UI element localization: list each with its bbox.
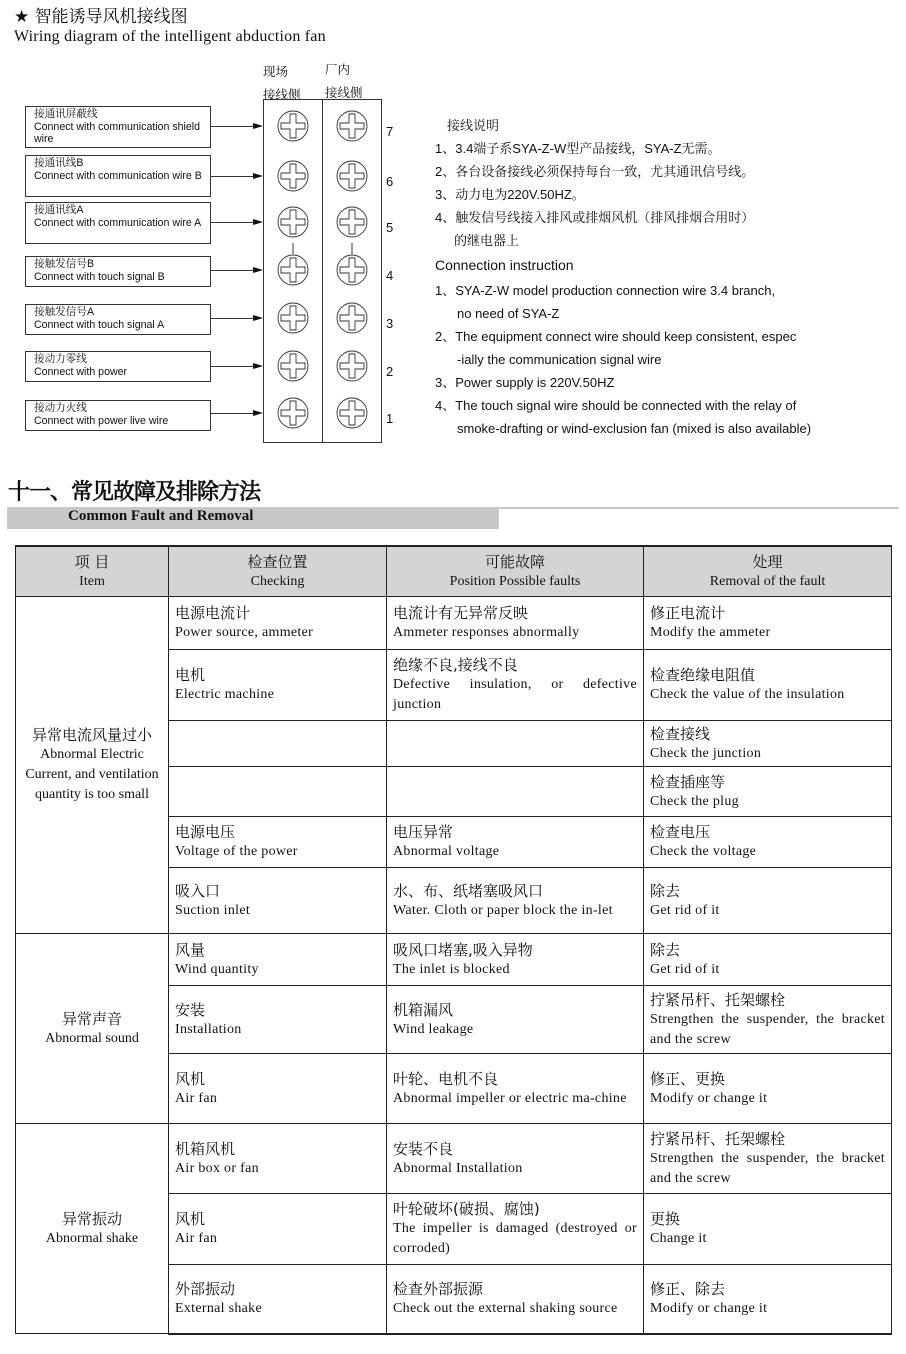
checking-cell-en: Air box or fan	[175, 1160, 259, 1176]
wire-label-cn: 接通讯屏蔽线	[34, 108, 98, 120]
possible-fault-cell	[387, 650, 644, 721]
checking-cell-en: Air fan	[175, 1090, 218, 1106]
removal-cell-cn: 拧紧吊杆、托架螺栓	[650, 990, 786, 1009]
screw-terminal-icon	[336, 397, 368, 429]
removal-cell-en: Check the plug	[650, 793, 739, 809]
header-checking	[169, 546, 387, 597]
checking-cell	[169, 1265, 387, 1334]
screw-terminal-icon	[336, 254, 368, 286]
possible-fault-cell-en: Defective insulation, or defective junction	[393, 677, 637, 712]
removal-cell	[644, 597, 892, 650]
checking-cell	[169, 1054, 387, 1124]
removal-cell	[644, 650, 892, 721]
fault-item-cn: 异常电流风量过小	[31, 726, 152, 744]
wire-label-en: Connect with touch signal A	[34, 318, 165, 331]
wire-label-en: Connect with power live wire	[34, 414, 169, 427]
removal-cell	[644, 1265, 892, 1334]
instruction-cn-2: 2、各台设备接线必须保持每台一致，尤其通讯信号线。	[435, 164, 755, 179]
instruction-en-1: 1、SYA-Z-W model production connection wire 3.4 branch,	[435, 283, 776, 298]
possible-fault-cell-cn: 吸风口堵塞,吸入异物	[393, 940, 533, 959]
terminal-number: 6	[386, 174, 394, 189]
removal-cell	[644, 1054, 892, 1124]
factory-header-line2: 接线侧	[325, 85, 363, 100]
table-row	[16, 597, 892, 650]
fault-table-header	[16, 546, 892, 597]
removal-cell	[644, 986, 892, 1054]
removal-cell-en: Modify the ammeter	[650, 625, 771, 640]
removal-cell-en: Modify or change it	[650, 1090, 768, 1106]
possible-fault-cell-en: Abnormal impeller or electric ma-chine	[393, 1090, 627, 1106]
possible-fault-cell-cn: 检查外部振源	[393, 1279, 484, 1298]
checking-cell-en: Wind quantity	[175, 961, 259, 977]
wire-label-cn: 接触发信号A	[34, 306, 95, 318]
possible-fault-cell	[387, 934, 644, 986]
header-item-en: Item	[79, 573, 105, 589]
screw-terminal-icon	[277, 302, 309, 334]
removal-cell	[644, 817, 892, 868]
fault-item-en: Abnormal sound	[45, 1030, 139, 1046]
possible-fault-cell-en: Ammeter responses abnormally	[393, 625, 580, 640]
removal-cell-en: Get rid of it	[650, 902, 720, 918]
header-item-cn: 项 目	[74, 552, 110, 571]
wire-label-en: Connect with communication wire A	[34, 216, 202, 229]
possible-fault-cell	[387, 868, 644, 934]
wire-label-cn: 接动力零线	[34, 353, 87, 365]
removal-cell-cn: 修正、更换	[650, 1069, 726, 1088]
removal-cell-cn: 检查绝缘电阻值	[650, 666, 756, 684]
removal-cell-en: Check the value of the insulation	[650, 687, 845, 702]
removal-cell-cn: 修正电流计	[650, 604, 726, 622]
removal-cell	[644, 1194, 892, 1265]
checking-cell	[169, 1124, 387, 1194]
removal-cell	[644, 767, 892, 817]
removal-cell-cn: 检查接线	[650, 724, 711, 743]
removal-cell-cn: 检查插座等	[650, 772, 726, 791]
instructions-en-title: Connection instruction	[435, 257, 574, 273]
screw-terminal-icon	[336, 160, 368, 192]
checking-cell-cn: 风机	[175, 1069, 206, 1088]
checking-cell	[169, 597, 387, 650]
site-header-line2: 接线侧	[263, 87, 301, 102]
checking-cell-cn: 外部振动	[175, 1279, 236, 1298]
possible-fault-cell	[387, 1194, 644, 1265]
header-removal-cn: 处理	[752, 552, 783, 571]
header-checking-cn: 检查位置	[247, 552, 308, 571]
checking-cell-cn: 吸入口	[175, 881, 221, 900]
possible-fault-cell-cn: 安装不良	[393, 1139, 454, 1158]
possible-fault-cell-cn: 电流计有无异常反映	[393, 604, 529, 622]
fault-item-cn: 异常声音	[61, 1009, 122, 1028]
possible-fault-cell-cn: 电压异常	[393, 823, 454, 841]
wire-label-cn: 接通讯线A	[34, 204, 84, 216]
terminal-number: 1	[386, 411, 394, 426]
wire-label-cn: 接触发信号B	[34, 258, 95, 270]
instruction-en-2: 2、The equipment connect wire should keep consistent, espec	[435, 329, 797, 344]
fault-item-en: Abnormal Electric Current, and ventilation quantity is too small	[25, 747, 159, 802]
instruction-en-4: 4、The touch signal wire should be connected with the relay of	[435, 398, 797, 413]
possible-fault-cell	[387, 1124, 644, 1194]
screw-terminal-icon	[277, 110, 309, 142]
removal-cell	[644, 721, 892, 767]
fault-item-cell	[16, 934, 169, 1124]
instructions-en	[435, 279, 811, 440]
possible-fault-cell	[387, 721, 644, 767]
removal-cell-cn: 检查电压	[650, 823, 711, 841]
possible-fault-cell-en: Check out the external shaking source	[393, 1300, 618, 1316]
removal-cell-en: Strengthen the suspender, the bracket and the screw	[650, 1011, 885, 1047]
screw-terminal-icon	[277, 397, 309, 429]
possible-fault-cell	[387, 1054, 644, 1124]
instruction-cn-3: 3、动力电为220V.50HZ。	[435, 187, 585, 202]
fault-section-title-cn: 十一、常见故障及排除方法	[8, 479, 261, 505]
terminal-number: 3	[386, 316, 394, 331]
site-header-line1: 现场	[263, 64, 289, 79]
checking-cell-cn: 风量	[175, 940, 206, 959]
fault-item-en: Abnormal shake	[45, 1230, 139, 1246]
terminal-number: 4	[386, 268, 394, 283]
wire-label-en: Connect with communication wire B	[34, 169, 202, 182]
checking-cell-cn: 电源电压	[175, 823, 236, 841]
checking-cell-en: Electric machine	[175, 687, 275, 702]
checking-cell-cn: 机箱风机	[175, 1139, 236, 1158]
possible-fault-cell-en: The impeller is damaged (destroyed or corroded)	[393, 1221, 637, 1256]
removal-cell-cn: 修正、除去	[650, 1279, 726, 1298]
screw-terminal-icon	[277, 350, 309, 382]
possible-fault-cell-en: Water. Cloth or paper block the in-let	[393, 902, 613, 918]
header-checking-en: Checking	[250, 573, 305, 589]
checking-cell-en: Power source, ammeter	[175, 625, 314, 640]
instruction-cn-4-cont: 的继电器上	[454, 233, 520, 248]
checking-cell	[169, 817, 387, 868]
removal-cell-cn: 拧紧吊杆、托架螺栓	[650, 1129, 786, 1148]
instruction-cn-4: 4、触发信号线接入排风或排烟风机（排风排烟合用时）	[435, 210, 755, 225]
wire-label-cn: 接动力火线	[34, 402, 87, 414]
checking-cell-cn: 安装	[175, 1000, 206, 1019]
table-row	[16, 934, 892, 986]
removal-cell	[644, 868, 892, 934]
wire-label-en: Connect with power	[34, 365, 128, 378]
possible-fault-cell	[387, 817, 644, 868]
fault-item-cn: 异常振动	[61, 1209, 122, 1228]
removal-cell-en: Strengthen the suspender, the bracket and the screw	[650, 1150, 885, 1186]
removal-cell	[644, 934, 892, 986]
instructions-cn	[435, 137, 754, 252]
possible-fault-cell-en: Wind leakage	[393, 1021, 474, 1037]
checking-cell	[169, 868, 387, 934]
screw-terminal-icon	[336, 302, 368, 334]
factory-header-line1: 厂内	[325, 62, 351, 77]
possible-fault-cell-cn: 绝缘不良,接线不良	[393, 656, 518, 674]
header-faults-en: Position Possible faults	[449, 573, 581, 589]
screw-terminal-icon	[277, 254, 309, 286]
wiring-title-cn: ★ 智能诱导风机接线图	[14, 7, 188, 27]
terminal-number: 7	[386, 124, 394, 139]
table-row	[16, 1124, 892, 1194]
fault-item-cell	[16, 1124, 169, 1334]
removal-cell-cn: 更换	[650, 1210, 681, 1228]
fault-table	[15, 545, 892, 1335]
header-faults-cn: 可能故障	[484, 552, 545, 571]
screw-terminal-icon	[277, 206, 309, 238]
possible-fault-cell	[387, 1265, 644, 1334]
removal-cell	[644, 1124, 892, 1194]
removal-cell-cn: 除去	[650, 881, 681, 900]
fault-section-rule	[499, 507, 899, 509]
instructions-cn-title: 接线说明	[447, 118, 500, 133]
instruction-en-3: 3、Power supply is 220V.50HZ	[435, 375, 615, 390]
possible-fault-cell-en: The inlet is blocked	[393, 961, 510, 977]
terminal-number: 5	[386, 220, 394, 235]
removal-cell-en: Modify or change it	[650, 1300, 768, 1316]
instruction-cn-1: 1、3.4端子系SYA-Z-W型产品接线，SYA-Z无需。	[435, 141, 721, 156]
fault-item-cell	[16, 597, 169, 934]
wiring-title-en: Wiring diagram of the intelligent abduction fan	[14, 28, 326, 45]
removal-cell-en: Check the voltage	[650, 844, 757, 859]
checking-cell-cn: 风机	[175, 1210, 206, 1228]
possible-fault-cell-cn: 叶轮破坏(破损、腐蚀)	[393, 1200, 540, 1218]
checking-cell	[169, 650, 387, 721]
wire-label-en: Connect with communication shield wire	[34, 120, 201, 145]
checking-cell-en: Voltage of the power	[175, 844, 298, 859]
possible-fault-cell	[387, 597, 644, 650]
checking-cell-cn: 电源电流计	[175, 604, 251, 622]
checking-cell-en: Air fan	[175, 1231, 218, 1246]
checking-cell-en: External shake	[175, 1300, 262, 1316]
checking-cell	[169, 986, 387, 1054]
screw-terminal-icon	[336, 110, 368, 142]
instruction-en-4-cont: smoke-drafting or wind-exclusion fan (mixed is also available)	[457, 421, 812, 436]
checking-cell-en: Suction inlet	[175, 902, 251, 918]
checking-cell	[169, 767, 387, 817]
fault-section-title-en: Common Fault and Removal	[68, 508, 254, 524]
possible-fault-cell-en: Abnormal voltage	[393, 844, 500, 859]
screw-terminal-icon	[336, 350, 368, 382]
possible-fault-cell	[387, 986, 644, 1054]
wire-label-cn: 接通讯线B	[34, 157, 84, 169]
possible-fault-cell	[387, 767, 644, 817]
checking-cell	[169, 1194, 387, 1265]
possible-fault-cell-cn: 叶轮、电机不良	[393, 1069, 499, 1088]
checking-cell	[169, 721, 387, 767]
checking-cell-en: Installation	[175, 1021, 242, 1037]
removal-cell-en: Change it	[650, 1231, 707, 1246]
removal-cell-en: Get rid of it	[650, 961, 720, 977]
terminal-number: 2	[386, 364, 394, 379]
possible-fault-cell-cn: 水、布、纸堵塞吸风口	[393, 881, 544, 900]
header-removal	[644, 546, 892, 597]
wire-label-en: Connect with touch signal B	[34, 270, 165, 283]
header-removal-en: Removal of the fault	[709, 573, 826, 589]
instruction-en-1-cont: no need of SYA-Z	[457, 306, 560, 321]
possible-fault-cell-cn: 机箱漏风	[393, 1000, 454, 1019]
header-item	[16, 546, 169, 597]
screw-terminal-icon	[336, 206, 368, 238]
removal-cell-en: Check the junction	[650, 745, 762, 761]
instruction-en-2-cont: -ially the communication signal wire	[457, 352, 662, 367]
possible-fault-cell-en: Abnormal Installation	[393, 1160, 523, 1176]
removal-cell-cn: 除去	[650, 940, 681, 959]
header-faults	[387, 546, 644, 597]
fault-table-body	[16, 597, 892, 1334]
screw-terminal-icon	[277, 160, 309, 192]
checking-cell	[169, 934, 387, 986]
checking-cell-cn: 电机	[175, 666, 206, 684]
